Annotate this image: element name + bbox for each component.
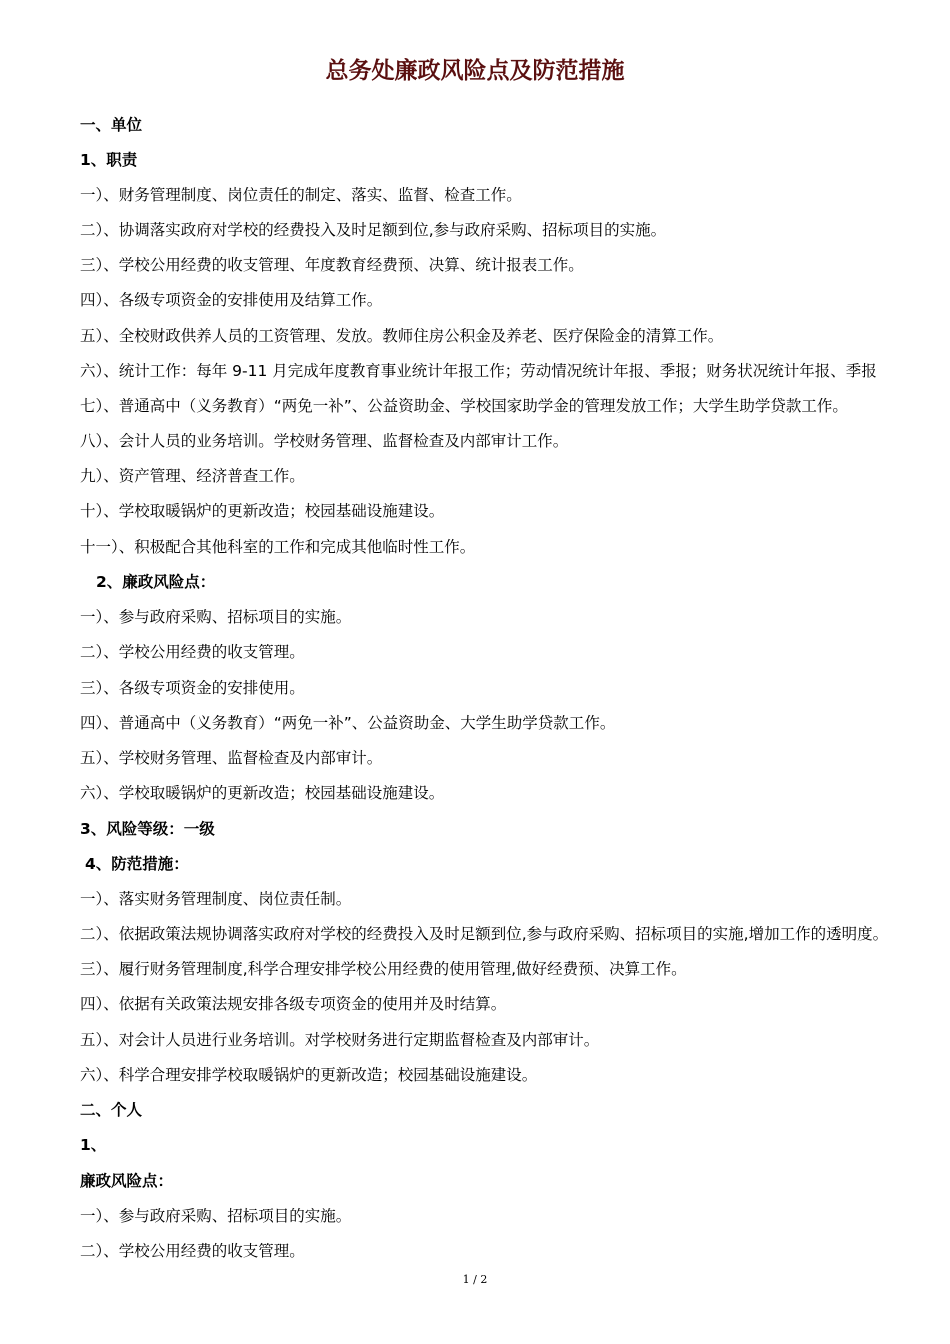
personal-number: 1、 bbox=[80, 1136, 107, 1154]
risk-item: 一）、参与政府采购、招标项目的实施。 bbox=[80, 608, 352, 626]
duty-item: 八）、会计人员的业务培训。学校财务管理、监督检查及内部审计工作。 bbox=[80, 432, 569, 450]
duty-item: 四）、各级专项资金的安排使用及结算工作。 bbox=[80, 291, 383, 309]
duty-item: 五）、全校财政供养人员的工资管理、发放。教师住房公积金及养老、医疗保险金的清算工作。 bbox=[80, 327, 724, 345]
page-number: 1 / 2 bbox=[462, 1273, 488, 1286]
duty-item: 六）、统计工作：每年 9-11 月完成年度教育事业统计年报工作；劳动情况统计年报、季报；财务状况统计年报、季报 bbox=[80, 362, 877, 380]
personal-risk-item: 一）、参与政府采购、招标项目的实施。 bbox=[80, 1207, 352, 1225]
personal-risk-heading: 廉政风险点： bbox=[80, 1172, 174, 1190]
duty-item: 三）、学校公用经费的收支管理、年度教育经费预、决算、统计报表工作。 bbox=[80, 256, 584, 274]
duty-item: 九）、资产管理、经济普查工作。 bbox=[80, 467, 305, 485]
duties-heading: 1、职责 bbox=[80, 151, 138, 169]
risk-item: 四）、普通高中（义务教育）“两免一补”、公益资助金、大学生助学贷款工作。 bbox=[80, 714, 616, 732]
risk-item: 五）、学校财务管理、监督检查及内部审计。 bbox=[80, 749, 383, 767]
document-title: 总务处廉政风险点及防范措施 bbox=[325, 58, 625, 84]
section-unit-heading: 一、单位 bbox=[80, 116, 143, 134]
measures-heading: 4、防范措施： bbox=[85, 855, 189, 873]
duty-item: 十）、学校取暖锅炉的更新改造；校园基础设施建设。 bbox=[80, 502, 445, 520]
measure-item: 一）、落实财务管理制度、岗位责任制。 bbox=[80, 890, 352, 908]
duty-item: 十一）、积极配合其他科室的工作和完成其他临时性工作。 bbox=[80, 538, 476, 556]
risk-level-heading: 3、风险等级：一级 bbox=[80, 820, 215, 838]
measure-item: 二）、依据政策法规协调落实政府对学校的经费投入及时足额到位,参与政府采购、招标项目的实施,增加工作的透明度。 bbox=[80, 925, 889, 943]
risk-item: 六）、学校取暖锅炉的更新改造；校园基础设施建设。 bbox=[80, 784, 445, 802]
measure-item: 六）、科学合理安排学校取暖锅炉的更新改造；校园基础设施建设。 bbox=[80, 1066, 538, 1084]
personal-risk-item: 二）、学校公用经费的收支管理。 bbox=[80, 1242, 305, 1260]
risk-item: 三）、各级专项资金的安排使用。 bbox=[80, 679, 305, 697]
measure-item: 三）、履行财务管理制度,科学合理安排学校公用经费的使用管理,做好经费预、决算工作。 bbox=[80, 960, 687, 978]
duty-item: 七）、普通高中（义务教育）“两免一补”、公益资助金、学校国家助学金的管理发放工作；大学生助学贷款工作。 bbox=[80, 397, 848, 415]
section-personal-heading: 二、个人 bbox=[80, 1101, 143, 1119]
duty-item: 二）、协调落实政府对学校的经费投入及时足额到位,参与政府采购、招标项目的实施。 bbox=[80, 221, 667, 239]
measure-item: 四）、依据有关政策法规安排各级专项资金的使用并及时结算。 bbox=[80, 995, 507, 1013]
measure-item: 五）、对会计人员进行业务培训。对学校财务进行定期监督检查及内部审计。 bbox=[80, 1031, 600, 1049]
duty-item: 一）、财务管理制度、岗位责任的制定、落实、监督、检查工作。 bbox=[80, 186, 522, 204]
risk-item: 二）、学校公用经费的收支管理。 bbox=[80, 643, 305, 661]
risk-heading: 2、廉政风险点： bbox=[96, 573, 216, 591]
